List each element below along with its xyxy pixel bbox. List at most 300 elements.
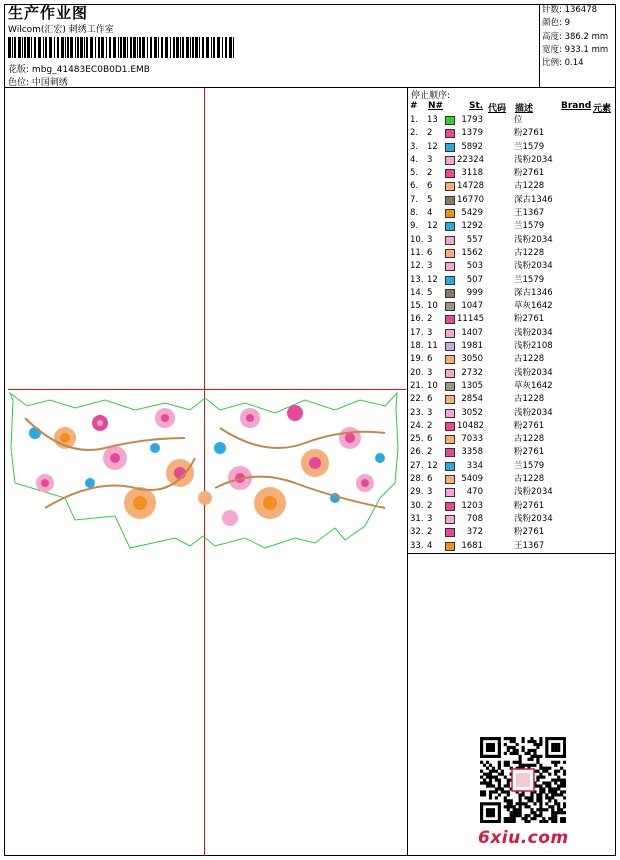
qr-module [539, 784, 542, 787]
qr-module [563, 811, 566, 814]
qr-module [498, 773, 501, 776]
qr-module [533, 817, 536, 820]
qr-module [507, 761, 510, 764]
qr-module [513, 820, 516, 823]
qr-module [495, 790, 498, 793]
qr-module [524, 820, 527, 823]
stop-sequence-table [409, 114, 616, 553]
qr-module [510, 805, 513, 808]
qr-module [536, 796, 539, 799]
row-stop-number: 4 [427, 208, 433, 219]
qr-module [498, 817, 501, 820]
color-swatch [445, 448, 455, 457]
table-row [409, 486, 616, 499]
barcode-bar [12, 37, 13, 58]
qr-module [507, 808, 510, 811]
qr-module [483, 737, 486, 740]
qr-module [524, 752, 527, 755]
qr-module [527, 814, 530, 817]
row-stitches: 10482 [457, 420, 485, 431]
qr-module [563, 752, 566, 755]
qr-module [560, 784, 563, 787]
barcode-bar [190, 37, 191, 58]
qr-module [519, 796, 522, 799]
row-description: 兰1579 [514, 141, 545, 152]
color-swatch [445, 342, 455, 351]
qr-module [563, 784, 566, 787]
qr-module [516, 761, 519, 764]
header-divider [4, 87, 616, 88]
row-index: 2. [410, 128, 419, 139]
qr-module [554, 799, 557, 802]
barcode-bar [180, 37, 181, 58]
qr-module [495, 796, 498, 799]
color-swatch [445, 289, 455, 298]
qr-module [489, 776, 492, 779]
row-index: 22. [410, 394, 424, 405]
row-index: 26. [410, 447, 424, 458]
qr-module [516, 752, 519, 755]
qr-module [489, 784, 492, 787]
row-stop-number: 6 [427, 247, 433, 258]
qr-module [522, 802, 525, 805]
qr-module [536, 770, 539, 773]
qr-module [486, 746, 489, 749]
qr-module [557, 802, 560, 805]
color-swatch [445, 169, 455, 178]
row-stitches: 16770 [457, 194, 485, 205]
table-row [409, 313, 616, 326]
color-swatch [445, 276, 455, 285]
qr-module [548, 767, 551, 770]
pattern-label: 花版: [8, 65, 30, 75]
qr-module [489, 802, 492, 805]
qr-module [527, 799, 530, 802]
qr-module [522, 740, 525, 743]
qr-module [510, 802, 513, 805]
qr-module [557, 770, 560, 773]
table-row [409, 526, 616, 539]
row-stitches: 1981 [461, 341, 483, 352]
qr-module [554, 820, 557, 823]
row-stop-number: 10 [427, 301, 438, 312]
barcode-bar [161, 37, 163, 58]
qr-module [560, 755, 563, 758]
qr-module [548, 790, 551, 793]
qr-module [551, 817, 554, 820]
qr-module [563, 805, 566, 808]
qr-module [486, 802, 489, 805]
row-index: 20. [410, 367, 424, 378]
qr-module [519, 758, 522, 761]
qr-logo-inner [516, 773, 530, 787]
stat-width: 宽度: 933.1 mm [542, 44, 609, 55]
qr-module [539, 793, 542, 796]
qr-module [498, 808, 501, 811]
color-swatch [445, 236, 455, 245]
row-stitches: 708 [466, 513, 483, 524]
qr-module [489, 811, 492, 814]
table-divider [407, 553, 616, 554]
design-flowers [29, 405, 385, 526]
qr-module [533, 802, 536, 805]
qr-module [539, 814, 542, 817]
stats-divider [539, 4, 540, 87]
qr-module [533, 749, 536, 752]
table-row [409, 393, 616, 406]
qr-module [545, 737, 548, 740]
barcode-bar [133, 37, 136, 58]
qr-module [542, 808, 545, 811]
qr-module [557, 784, 560, 787]
qr-module [563, 761, 566, 764]
qr-module [557, 746, 560, 749]
qr-module [563, 790, 566, 793]
barcode-bar [54, 37, 55, 58]
qr-module [504, 796, 507, 799]
qr-module [545, 784, 548, 787]
design-outline [10, 393, 398, 548]
row-description: 浅粉2034 [514, 234, 553, 245]
row-stitches: 2854 [461, 394, 483, 405]
qr-module [504, 761, 507, 764]
row-description: 粉2761 [514, 527, 545, 538]
qr-module [486, 755, 489, 758]
qr-module [480, 811, 483, 814]
qr-module [486, 773, 489, 776]
row-stitches: 5409 [461, 474, 483, 485]
qr-module [551, 743, 554, 746]
col-stop: N# [428, 101, 444, 111]
qr-module [542, 790, 545, 793]
row-stitches: 470 [466, 487, 483, 498]
color-swatch [445, 475, 455, 484]
barcode-bar [192, 37, 194, 58]
barcode-bar [109, 37, 111, 58]
qr-module [560, 820, 563, 823]
table-row [409, 473, 616, 486]
qr-module [492, 749, 495, 752]
row-stop-number: 13 [427, 115, 438, 125]
color-swatch [445, 528, 455, 537]
qr-module [507, 790, 510, 793]
qr-module [504, 820, 507, 823]
qr-module [510, 737, 513, 740]
row-stop-number: 5 [427, 287, 433, 298]
row-index: 18. [410, 341, 424, 352]
qr-module [495, 755, 498, 758]
row-index: 30. [410, 500, 424, 511]
table-row [409, 353, 616, 366]
qr-module [560, 767, 563, 770]
barcode-bar [57, 37, 59, 58]
qr-module [542, 817, 545, 820]
row-stop-number: 3 [427, 327, 433, 338]
qr-module [519, 814, 522, 817]
color-swatch [445, 196, 455, 205]
qr-module [486, 776, 489, 779]
row-description: 深古1346 [514, 194, 553, 205]
qr-module [554, 814, 557, 817]
barcode-bar [118, 37, 119, 58]
row-description: 浅粉2034 [514, 327, 553, 338]
qr-module [563, 755, 566, 758]
qr-module [551, 808, 554, 811]
qr-module [492, 784, 495, 787]
qr-module [498, 755, 501, 758]
qr-module [563, 773, 566, 776]
qr-module [495, 779, 498, 782]
qr-module [513, 740, 516, 743]
row-index: 25. [410, 434, 424, 445]
qr-module [480, 749, 483, 752]
barcode-bar [61, 37, 64, 58]
qr-module [551, 737, 554, 740]
qr-module [536, 808, 539, 811]
barcode-bar [202, 37, 204, 58]
qr-module [530, 755, 533, 758]
qr-module [548, 773, 551, 776]
qr-module [492, 790, 495, 793]
barcode-bar [70, 37, 73, 58]
qr-module [533, 743, 536, 746]
row-index: 4. [410, 154, 419, 165]
barcode-bar [49, 37, 52, 58]
qr-module [522, 817, 525, 820]
qr-module [536, 755, 539, 758]
qr-module [507, 764, 510, 767]
qr-module [542, 770, 545, 773]
table-row [409, 513, 616, 526]
row-stitches: 1305 [461, 380, 483, 391]
qr-module [480, 805, 483, 808]
qr-module [510, 820, 513, 823]
qr-module [483, 773, 486, 776]
table-row [409, 260, 616, 273]
color-swatch [445, 488, 455, 497]
qr-module [527, 749, 530, 752]
qr-module [557, 761, 560, 764]
qr-module [486, 814, 489, 817]
row-stitches: 503 [466, 261, 483, 272]
qr-module [483, 779, 486, 782]
qr-module [563, 743, 566, 746]
stat-colors: 颜色: 9 [542, 18, 570, 29]
barcode-bar [233, 37, 234, 58]
barcode [8, 37, 236, 58]
qr-module [513, 805, 516, 808]
qr-module [530, 817, 533, 820]
qr-module [513, 814, 516, 817]
row-stop-number: 2 [427, 420, 433, 431]
barcode-bar [90, 37, 93, 58]
row-stitches: 1407 [461, 327, 483, 338]
barcode-bar [14, 37, 16, 58]
qr-module [554, 779, 557, 782]
qr-module [539, 776, 542, 779]
barcode-bar [84, 37, 85, 58]
table-row [409, 446, 616, 459]
qr-module [489, 770, 492, 773]
qr-module [519, 793, 522, 796]
qr-module [495, 787, 498, 790]
barcode-bar [186, 37, 189, 58]
qr-module [516, 814, 519, 817]
qr-module [539, 799, 542, 802]
table-row [409, 460, 616, 473]
barcode-bar [142, 37, 145, 58]
table-row [409, 207, 616, 220]
row-stop-number: 6 [427, 394, 433, 405]
row-stitches: 1047 [461, 301, 483, 312]
qr-module [504, 737, 507, 740]
qr-module [489, 764, 492, 767]
row-index: 3. [410, 141, 419, 152]
qr-module [483, 793, 486, 796]
row-stitches: 3118 [461, 168, 483, 179]
qr-module [557, 743, 560, 746]
qr-module [486, 743, 489, 746]
qr-module [545, 749, 548, 752]
row-stop-number: 6 [427, 354, 433, 365]
qr-module [524, 817, 527, 820]
qr-module [504, 752, 507, 755]
barcode-bar [34, 37, 36, 58]
qr-module [507, 779, 510, 782]
qr-module [480, 814, 483, 817]
row-description: 粉2761 [514, 447, 545, 458]
qr-module [489, 781, 492, 784]
qr-module [533, 814, 536, 817]
row-description: 浅粉2108 [514, 341, 553, 352]
qr-module [551, 820, 554, 823]
row-description: 位 [514, 115, 523, 125]
qr-module [536, 814, 539, 817]
qr-module [489, 796, 492, 799]
qr-module [486, 749, 489, 752]
panel-divider [407, 87, 408, 856]
barcode-bar [67, 37, 69, 58]
table-row [409, 367, 616, 380]
barcode-bar [176, 37, 179, 58]
barcode-bar [43, 37, 44, 58]
qr-module [498, 784, 501, 787]
col-num: # [410, 101, 418, 111]
row-description: 浅粉2034 [514, 487, 553, 498]
qr-module [536, 761, 539, 764]
qr-module [548, 787, 551, 790]
row-index: 17. [410, 327, 424, 338]
qr-module [489, 820, 492, 823]
barcode-bar [8, 37, 11, 58]
qr-module [554, 755, 557, 758]
qr-module [507, 817, 510, 820]
qr-module [516, 749, 519, 752]
qr-module [551, 796, 554, 799]
qr-module [563, 737, 566, 740]
qr-module [557, 776, 560, 779]
qr-module [539, 740, 542, 743]
qr-module [495, 776, 498, 779]
qr-module [510, 740, 513, 743]
qr-module [563, 770, 566, 773]
qr-module [563, 820, 566, 823]
col-element: 元素 [593, 104, 612, 114]
row-description: 粉2761 [514, 168, 545, 179]
qr-module [498, 805, 501, 808]
row-stop-number: 2 [427, 447, 433, 458]
qr-module [530, 799, 533, 802]
color-swatch [445, 249, 455, 258]
qr-module [489, 749, 492, 752]
qr-module [533, 811, 536, 814]
color-swatch [445, 502, 455, 511]
qr-module [524, 814, 527, 817]
row-index: 23. [410, 407, 424, 418]
barcode-bar [158, 37, 159, 58]
row-stop-number: 12 [427, 141, 438, 152]
qr-module [483, 820, 486, 823]
colorway-label: 色位: [8, 78, 30, 88]
row-description: 浅粉2034 [514, 513, 553, 524]
row-stop-number: 3 [427, 407, 433, 418]
qr-module [492, 808, 495, 811]
qr-module [480, 781, 483, 784]
table-row [409, 234, 616, 247]
qr-module [513, 749, 516, 752]
qr-module [563, 781, 566, 784]
qr-module [557, 779, 560, 782]
qr-module [527, 752, 530, 755]
row-stop-number: 3 [427, 261, 433, 272]
row-stitches: 334 [466, 460, 483, 471]
row-stop-number: 6 [427, 474, 433, 485]
qr-module [480, 752, 483, 755]
qr-module [507, 781, 510, 784]
qr-module [489, 737, 492, 740]
table-row [409, 380, 616, 393]
color-swatch [445, 422, 455, 431]
row-description: 古1228 [514, 394, 545, 405]
row-description: 古1228 [514, 247, 545, 258]
row-stop-number: 5 [427, 194, 433, 205]
qr-module [492, 811, 495, 814]
row-stitches: 1292 [461, 221, 483, 232]
qr-module [519, 755, 522, 758]
qr-module [498, 764, 501, 767]
qr-module [542, 767, 545, 770]
pattern-file [8, 62, 150, 75]
barcode-bar [222, 37, 223, 58]
qr-module [510, 811, 513, 814]
company-name: Wilcom(汇宏) 刺绣工作室 [8, 25, 114, 35]
row-description: 浅粉2034 [514, 154, 553, 165]
qr-module [539, 790, 542, 793]
row-description: 草灰1642 [514, 301, 553, 312]
qr-module [563, 796, 566, 799]
qr-module [557, 737, 560, 740]
qr-module [560, 779, 563, 782]
qr-module [513, 817, 516, 820]
qr-module [519, 761, 522, 764]
qr-module [504, 790, 507, 793]
qr-module [548, 796, 551, 799]
row-stop-number: 2 [427, 527, 433, 538]
qr-module [551, 787, 554, 790]
qr-module [501, 773, 504, 776]
qr-module [557, 755, 560, 758]
qr-module [554, 761, 557, 764]
